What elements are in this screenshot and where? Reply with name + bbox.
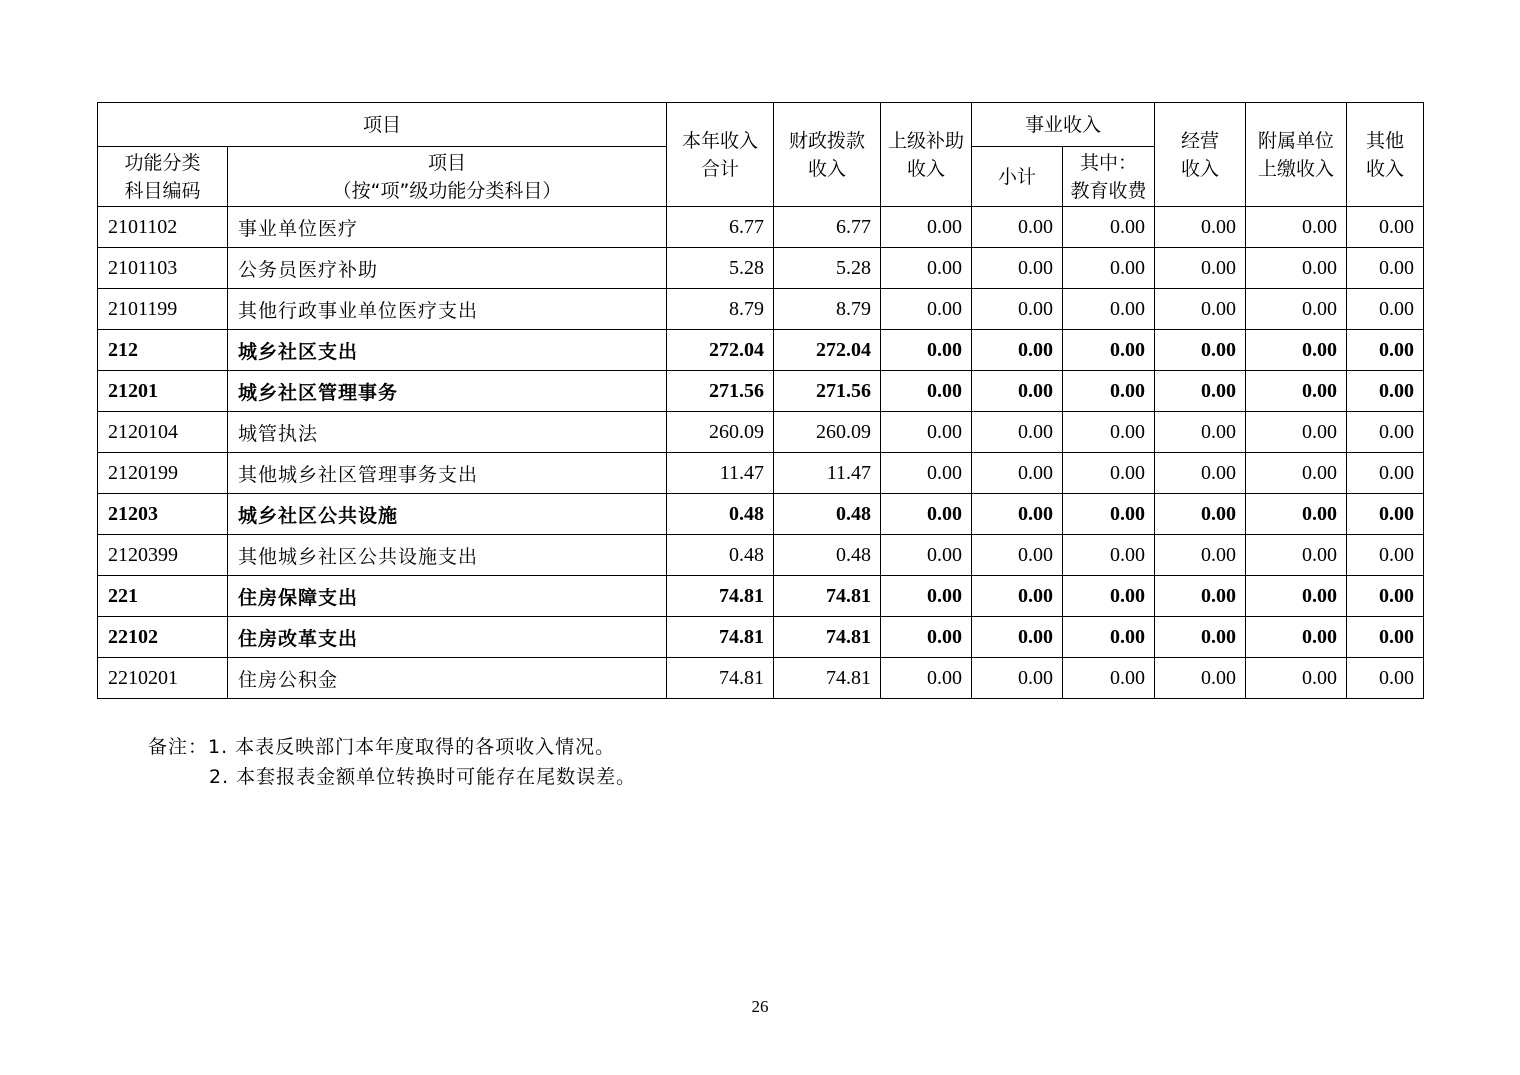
row-career-subtotal-value: 0.00 — [972, 576, 1063, 617]
table-row — [98, 453, 1424, 494]
row-operating-value: 0.00 — [1155, 453, 1246, 494]
row-total-value: 260.09 — [667, 412, 774, 453]
row-other-value: 0.00 — [1347, 371, 1424, 412]
row-education-fee-value: 0.00 — [1063, 371, 1155, 412]
row-upper-subsidy-value: 0.00 — [881, 658, 972, 699]
row-affiliated-value: 0.00 — [1246, 576, 1347, 617]
row-total-value: 0.48 — [667, 494, 774, 535]
page-number: 26 — [751, 997, 769, 1016]
note-line-1 — [148, 732, 636, 762]
row-operating-value: 0.00 — [1155, 494, 1246, 535]
row-name: 其他城乡社区管理事务支出 — [228, 453, 667, 494]
row-operating-value: 0.00 — [1155, 330, 1246, 371]
row-career-subtotal-value: 0.00 — [972, 617, 1063, 658]
table-row — [98, 248, 1424, 289]
row-code: 21201 — [98, 371, 228, 412]
row-name: 公务员医疗补助 — [228, 248, 667, 289]
row-upper-subsidy-value: 0.00 — [881, 289, 972, 330]
row-career-subtotal-value: 0.00 — [972, 412, 1063, 453]
row-upper-subsidy-value: 0.00 — [881, 371, 972, 412]
row-name: 其他行政事业单位医疗支出 — [228, 289, 667, 330]
row-affiliated-value: 0.00 — [1246, 494, 1347, 535]
row-other-value: 0.00 — [1347, 453, 1424, 494]
row-code: 2210201 — [98, 658, 228, 699]
row-name: 城乡社区公共设施 — [228, 494, 667, 535]
row-education-fee-value: 0.00 — [1063, 330, 1155, 371]
row-education-fee-value: 0.00 — [1063, 453, 1155, 494]
row-operating-value: 0.00 — [1155, 248, 1246, 289]
row-affiliated-value: 0.00 — [1246, 289, 1347, 330]
table-row — [98, 576, 1424, 617]
row-fiscal-value: 74.81 — [774, 576, 881, 617]
row-career-subtotal-value: 0.00 — [972, 453, 1063, 494]
row-operating-value: 0.00 — [1155, 576, 1246, 617]
table-row — [98, 412, 1424, 453]
header-code: 功能分类 科目编码 — [98, 147, 228, 207]
row-career-subtotal-value: 0.00 — [972, 207, 1063, 248]
header-education-fee: 其中： 教育收费 — [1063, 147, 1155, 207]
table-body — [98, 207, 1424, 699]
row-education-fee-value: 0.00 — [1063, 576, 1155, 617]
notes — [148, 732, 636, 792]
table-row — [98, 207, 1424, 248]
row-name: 住房公积金 — [228, 658, 667, 699]
row-education-fee-value: 0.00 — [1063, 535, 1155, 576]
row-operating-value: 0.00 — [1155, 207, 1246, 248]
row-fiscal-value: 0.48 — [774, 535, 881, 576]
row-other-value: 0.00 — [1347, 494, 1424, 535]
row-code: 2101199 — [98, 289, 228, 330]
row-total-value: 74.81 — [667, 576, 774, 617]
header-item-group: 项目 — [98, 103, 667, 147]
header-operating: 经营 收入 — [1155, 103, 1246, 207]
row-total-value: 8.79 — [667, 289, 774, 330]
row-fiscal-value: 74.81 — [774, 658, 881, 699]
row-name: 其他城乡社区公共设施支出 — [228, 535, 667, 576]
row-code: 2120104 — [98, 412, 228, 453]
row-fiscal-value: 0.48 — [774, 494, 881, 535]
row-other-value: 0.00 — [1347, 535, 1424, 576]
row-upper-subsidy-value: 0.00 — [881, 617, 972, 658]
table-row — [98, 535, 1424, 576]
row-career-subtotal-value: 0.00 — [972, 658, 1063, 699]
row-other-value: 0.00 — [1347, 617, 1424, 658]
row-fiscal-value: 272.04 — [774, 330, 881, 371]
row-other-value: 0.00 — [1347, 330, 1424, 371]
row-career-subtotal-value: 0.00 — [972, 535, 1063, 576]
row-code: 21203 — [98, 494, 228, 535]
row-career-subtotal-value: 0.00 — [972, 371, 1063, 412]
row-fiscal-value: 6.77 — [774, 207, 881, 248]
row-affiliated-value: 0.00 — [1246, 535, 1347, 576]
row-total-value: 271.56 — [667, 371, 774, 412]
row-affiliated-value: 0.00 — [1246, 412, 1347, 453]
row-upper-subsidy-value: 0.00 — [881, 330, 972, 371]
row-education-fee-value: 0.00 — [1063, 658, 1155, 699]
row-code: 212 — [98, 330, 228, 371]
header-subtotal: 小计 — [972, 147, 1063, 207]
row-operating-value: 0.00 — [1155, 412, 1246, 453]
row-name: 城管执法 — [228, 412, 667, 453]
header-affiliated: 附属单位 上缴收入 — [1246, 103, 1347, 207]
row-upper-subsidy-value: 0.00 — [881, 248, 972, 289]
table-row — [98, 289, 1424, 330]
row-code: 221 — [98, 576, 228, 617]
row-other-value: 0.00 — [1347, 289, 1424, 330]
row-name: 城乡社区管理事务 — [228, 371, 667, 412]
table-row — [98, 330, 1424, 371]
row-operating-value: 0.00 — [1155, 535, 1246, 576]
header-other: 其他 收入 — [1347, 103, 1424, 207]
row-total-value: 6.77 — [667, 207, 774, 248]
row-fiscal-value: 11.47 — [774, 453, 881, 494]
table-row — [98, 658, 1424, 699]
row-education-fee-value: 0.00 — [1063, 248, 1155, 289]
note-2: 2. 本套报表金额单位转换时可能存在尾数误差。 — [209, 766, 637, 788]
row-fiscal-value: 74.81 — [774, 617, 881, 658]
row-operating-value: 0.00 — [1155, 658, 1246, 699]
row-fiscal-value: 260.09 — [774, 412, 881, 453]
row-affiliated-value: 0.00 — [1246, 617, 1347, 658]
row-code: 22102 — [98, 617, 228, 658]
note-line-2 — [148, 762, 636, 792]
row-education-fee-value: 0.00 — [1063, 289, 1155, 330]
note-1: 1. 本表反映部门本年度取得的各项收入情况。 — [208, 736, 616, 758]
row-career-subtotal-value: 0.00 — [972, 330, 1063, 371]
row-total-value: 0.48 — [667, 535, 774, 576]
header-fiscal: 财政拨款 收入 — [774, 103, 881, 207]
row-total-value: 11.47 — [667, 453, 774, 494]
row-education-fee-value: 0.00 — [1063, 617, 1155, 658]
row-total-value: 5.28 — [667, 248, 774, 289]
row-operating-value: 0.00 — [1155, 371, 1246, 412]
row-upper-subsidy-value: 0.00 — [881, 207, 972, 248]
row-upper-subsidy-value: 0.00 — [881, 535, 972, 576]
row-code: 2120399 — [98, 535, 228, 576]
row-affiliated-value: 0.00 — [1246, 330, 1347, 371]
row-affiliated-value: 0.00 — [1246, 658, 1347, 699]
row-education-fee-value: 0.00 — [1063, 412, 1155, 453]
row-other-value: 0.00 — [1347, 412, 1424, 453]
row-operating-value: 0.00 — [1155, 289, 1246, 330]
row-other-value: 0.00 — [1347, 248, 1424, 289]
header-career-group: 事业收入 — [972, 103, 1155, 147]
row-fiscal-value: 8.79 — [774, 289, 881, 330]
row-education-fee-value: 0.00 — [1063, 207, 1155, 248]
row-career-subtotal-value: 0.00 — [972, 494, 1063, 535]
notes-prefix: 备注： — [148, 736, 209, 758]
header-upper-subsidy: 上级补助 收入 — [881, 103, 972, 207]
row-affiliated-value: 0.00 — [1246, 453, 1347, 494]
row-education-fee-value: 0.00 — [1063, 494, 1155, 535]
row-career-subtotal-value: 0.00 — [972, 248, 1063, 289]
row-name: 城乡社区支出 — [228, 330, 667, 371]
row-operating-value: 0.00 — [1155, 617, 1246, 658]
header-total: 本年收入 合计 — [667, 103, 774, 207]
row-total-value: 74.81 — [667, 658, 774, 699]
row-name: 事业单位医疗 — [228, 207, 667, 248]
row-code: 2101102 — [98, 207, 228, 248]
row-upper-subsidy-value: 0.00 — [881, 453, 972, 494]
row-affiliated-value: 0.00 — [1246, 207, 1347, 248]
row-total-value: 74.81 — [667, 617, 774, 658]
header-name: 项目 （按“项”级功能分类科目） — [228, 147, 667, 207]
row-upper-subsidy-value: 0.00 — [881, 412, 972, 453]
row-name: 住房改革支出 — [228, 617, 667, 658]
row-code: 2120199 — [98, 453, 228, 494]
row-affiliated-value: 0.00 — [1246, 248, 1347, 289]
row-career-subtotal-value: 0.00 — [972, 289, 1063, 330]
row-total-value: 272.04 — [667, 330, 774, 371]
row-code: 2101103 — [98, 248, 228, 289]
table-row — [98, 371, 1424, 412]
row-affiliated-value: 0.00 — [1246, 371, 1347, 412]
row-upper-subsidy-value: 0.00 — [881, 494, 972, 535]
table-row — [98, 494, 1424, 535]
table-row — [98, 617, 1424, 658]
row-fiscal-value: 271.56 — [774, 371, 881, 412]
income-table — [97, 102, 1424, 699]
row-fiscal-value: 5.28 — [774, 248, 881, 289]
row-other-value: 0.00 — [1347, 576, 1424, 617]
row-name: 住房保障支出 — [228, 576, 667, 617]
row-other-value: 0.00 — [1347, 658, 1424, 699]
row-other-value: 0.00 — [1347, 207, 1424, 248]
row-upper-subsidy-value: 0.00 — [881, 576, 972, 617]
